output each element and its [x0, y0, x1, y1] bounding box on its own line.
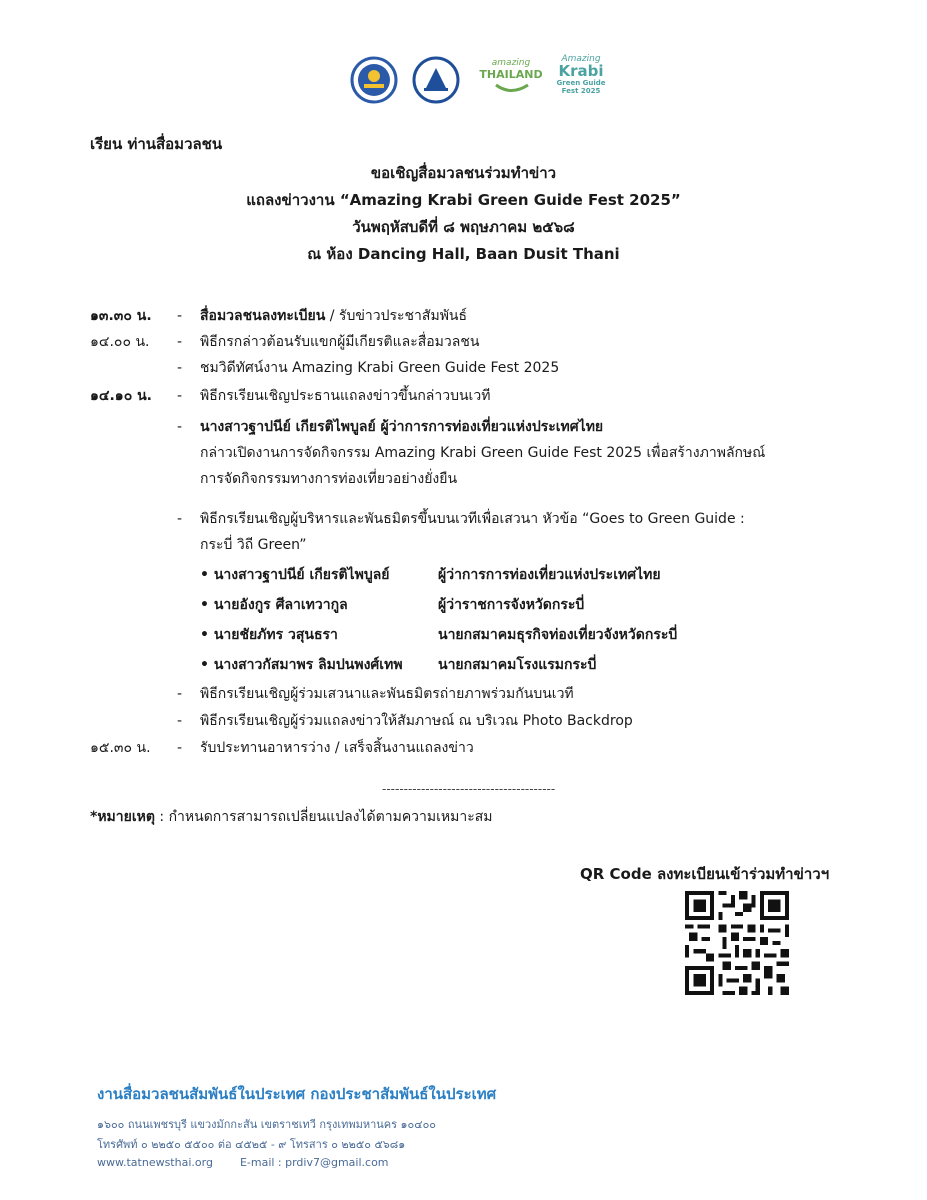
agenda-dash: - [177, 388, 183, 404]
agenda-dash: - [177, 308, 183, 324]
krabi-logo-line2: Krabi [558, 62, 604, 80]
agenda-row [0, 735, 927, 761]
agenda-dash: - [177, 334, 183, 350]
agenda-row [0, 681, 927, 707]
panelist-name: • นางสาวฐาปนีย์ เกียรติไพบูลย์ [200, 567, 390, 583]
agenda-dash: - [177, 713, 183, 729]
agenda-text: พิธีกรเรียนเชิญผู้บริหารและพันธมิตรขึ้นบนเวทีเพื่อเสวนา หัวข้อ “Goes to Green Guide : [200, 511, 745, 527]
invitation-title [0, 160, 927, 268]
agenda-text: กระบี่ วิถี Green” [200, 537, 307, 553]
agenda-text: พิธีกรเรียนเชิญประธานแถลงข่าวขึ้นกล่าวบนเวที [200, 388, 491, 404]
logo-bar [0, 52, 927, 112]
krabi-logo-line1: Amazing [561, 54, 601, 64]
remark [90, 806, 493, 828]
panelist-role: ผู้ว่าราชการจังหวัดกระบี่ [438, 597, 585, 613]
agenda-row [0, 440, 927, 466]
title-line-2: แถลงข่าวงาน “Amazing Krabi Green Guide Fest 2025” [246, 191, 681, 209]
krabi-logo-line4: Fest 2025 [561, 87, 601, 95]
separator-line: ---------------------------------------- [382, 782, 556, 796]
agenda-row [0, 303, 927, 329]
qr-code-image[interactable] [685, 891, 789, 995]
agenda-row [0, 466, 927, 492]
agenda-row [0, 532, 927, 558]
panelist-name: • นายอังกูร ศีลาเทวากูล [200, 597, 348, 613]
agenda-text: พิธีกรเรียนเชิญผู้ร่วมแถลงข่าวให้สัมภาษณ์ ณ บริเวณ Photo Backdrop [200, 713, 633, 729]
footer-title: งานสื่อมวลชนสัมพันธ์ในประเทศ กองประชาสัมพันธ์ในประเทศ [97, 1085, 497, 1103]
footer-contact [97, 1156, 389, 1169]
panelist-role: นายกสมาคมโรงแรมกระบี่ [438, 657, 597, 673]
agenda-row [0, 383, 927, 409]
smile-icon [476, 82, 546, 96]
agenda-dash: - [177, 686, 183, 702]
krabi-logo-line3: Green Guide [556, 79, 606, 87]
agenda-row [0, 355, 927, 381]
qr-label: QR Code ลงทะเบียนเข้าร่วมทำข่าวฯ [580, 865, 830, 883]
remark-label: *หมายเหตุ [90, 809, 155, 825]
agenda-time: ๑๓.๓๐ น. [90, 308, 152, 324]
agenda-time: ๑๕.๓๐ น. [90, 740, 151, 756]
agenda-dash: - [177, 360, 183, 376]
agenda-time: ๑๔.๑๐ น. [90, 388, 152, 404]
footer-address: ๑๖๐๐ ถนนเพชรบุรี แขวงมักกะสัน เขตราชเทวี กรุงเทพมหานคร ๑๐๔๐๐ [97, 1118, 436, 1131]
panelist-name: • นางสาวกัสมาพร ลิมปนพงศ์เทพ [200, 657, 403, 673]
agenda-dash: - [177, 419, 183, 435]
footer-website-link[interactable]: www.tatnewsthai.org [97, 1156, 213, 1169]
panelist-name: • นายชัยภัทร วสุนธรา [200, 627, 338, 643]
panel-row [0, 562, 927, 588]
agenda-row [0, 329, 927, 355]
agenda-dash: - [177, 511, 183, 527]
agenda-row [0, 506, 927, 532]
agenda-text: นางสาวฐาปนีย์ เกียรติไพบูลย์ ผู้ว่าการการท่องเที่ยวแห่งประเทศไทย [200, 419, 604, 435]
logo-thailand-text: THAILAND [479, 68, 543, 81]
panel-row [0, 652, 927, 678]
panelist-role: ผู้ว่าการการท่องเที่ยวแห่งประเทศไทย [438, 567, 661, 583]
panelist-role: นายกสมาคมธุรกิจท่องเที่ยวจังหวัดกระบี่ [438, 627, 678, 643]
amazing-krabi-logo [550, 54, 612, 110]
agenda-text-bold: สื่อมวลชนลงทะเบียน [200, 308, 326, 324]
remark-text: : กำหนดการสามารถเปลี่ยนแปลงได้ตามความเหมาะสม [154, 809, 493, 825]
panel-row [0, 622, 927, 648]
footer-email-link[interactable]: E-mail : prdiv7@gmail.com [239, 1156, 389, 1169]
agenda-text: พิธีกรเรียนเชิญผู้ร่วมเสวนาและพันธมิตรถ่ายภาพร่วมกันบนเวที [200, 686, 574, 702]
amazing-thailand-logo [476, 58, 546, 104]
salutation: เรียน ท่านสื่อมวลชน [90, 135, 223, 153]
agenda-row [0, 414, 927, 440]
footer-phone: โทรศัพท์ ๐ ๒๒๕๐ ๕๕๐๐ ต่อ ๔๕๒๕ - ๙ โทรสาร ๐ ๒๒๕๐ ๕๖๘๑ [97, 1138, 406, 1151]
tat-emblem-logo [350, 56, 398, 104]
agenda-text: การจัดกิจกรรมทางการท่องเที่ยวอย่างยั่งยืน [200, 471, 458, 487]
title-line-4: ณ ห้อง Dancing Hall, Baan Dusit Thani [307, 245, 620, 263]
title-line-1: ขอเชิญสื่อมวลชนร่วมทำข่าว [370, 164, 557, 182]
tat-seal-logo [412, 56, 460, 104]
agenda-text: ชมวิดีทัศน์งาน Amazing Krabi Green Guide Fest 2025 [200, 360, 560, 376]
agenda-text: รับประทานอาหารว่าง / เสร็จสิ้นงานแถลงข่าว [200, 740, 474, 756]
agenda-text: / รับข่าวประชาสัมพันธ์ [325, 308, 468, 324]
agenda-text: พิธีกรกล่าวต้อนรับแขกผู้มีเกียรติและสื่อมวลชน [200, 334, 480, 350]
agenda-text: กล่าวเปิดงานการจัดกิจกรรม Amazing Krabi Green Guide Fest 2025 เพื่อสร้างภาพลักษณ์ [200, 445, 766, 461]
agenda-row [0, 708, 927, 734]
title-line-3: วันพฤหัสบดีที่ ๘ พฤษภาคม ๒๕๖๘ [352, 218, 575, 236]
agenda-dash: - [177, 740, 183, 756]
panel-row [0, 592, 927, 618]
agenda-time: ๑๔.๐๐ น. [90, 334, 150, 350]
logo-amazing-text: amazing [491, 58, 531, 68]
